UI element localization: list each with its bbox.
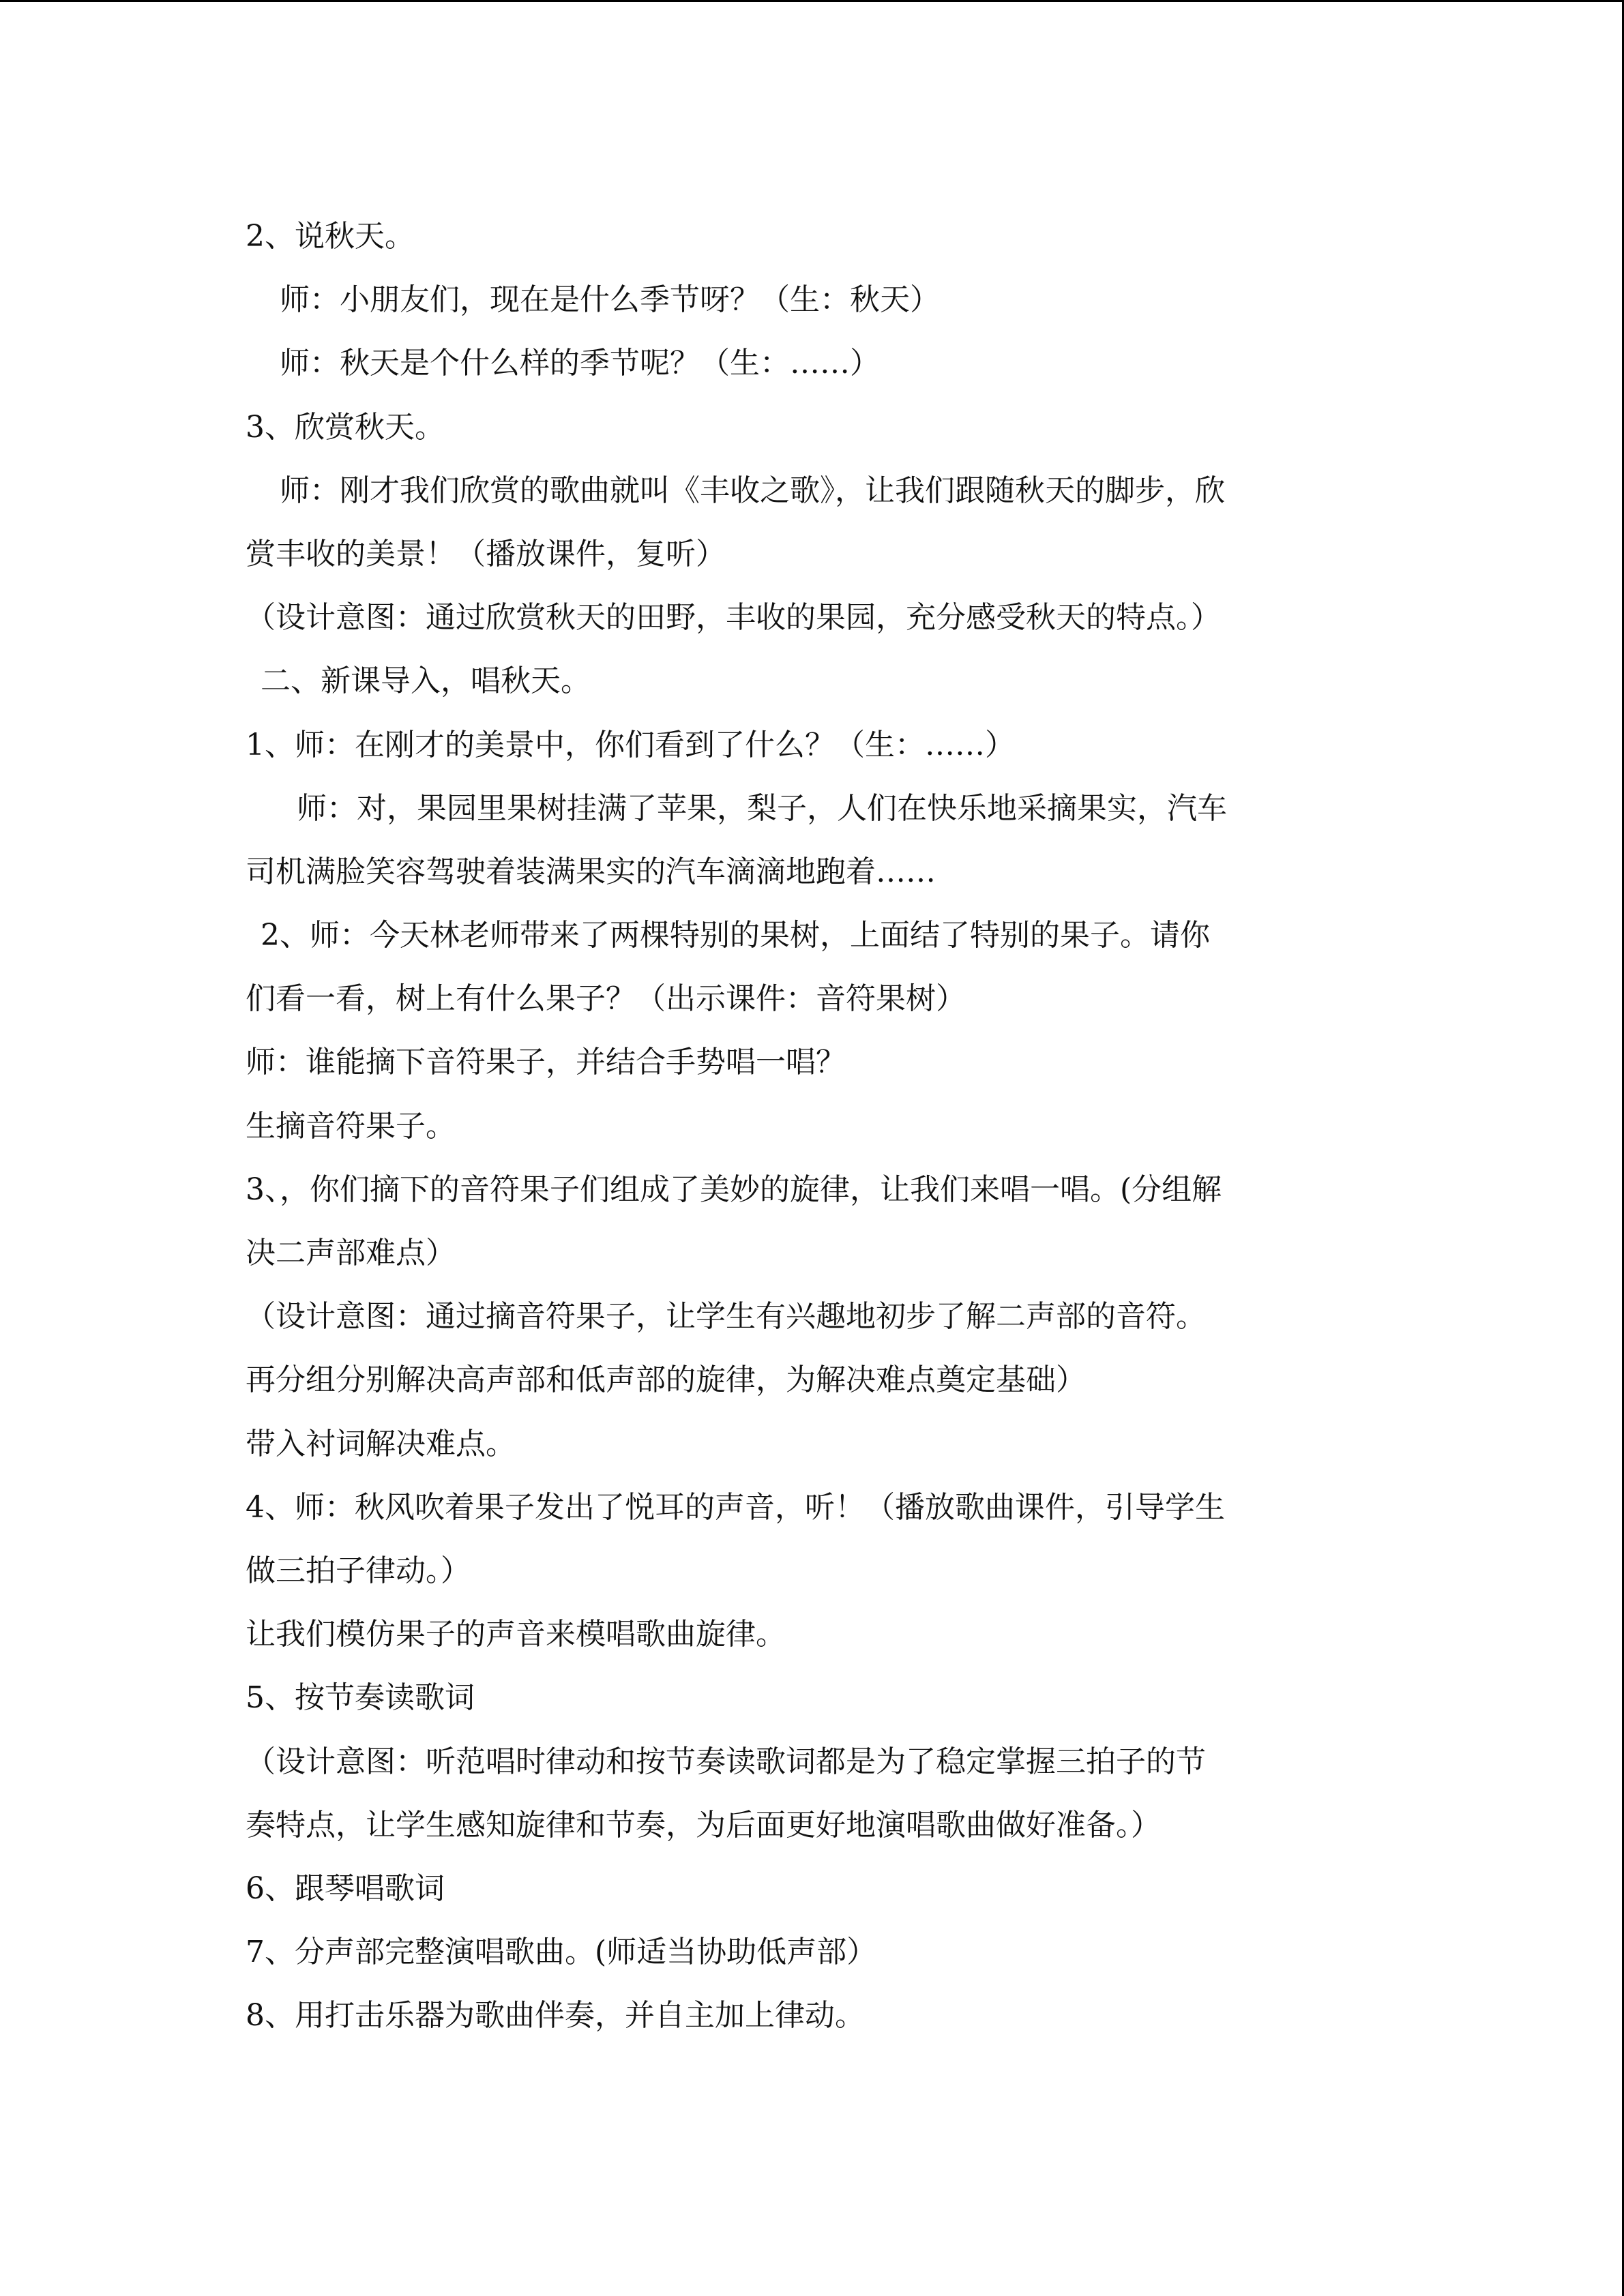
- section-heading: 6、跟琴唱歌词: [246, 1870, 445, 1906]
- section-heading: 8、用打击乐器为歌曲伴奏，并自主加上律动。: [246, 1998, 865, 2033]
- design-intent-note: （设计意图：通过摘音符果子，让学生有兴趣地初步了解二声部的音符。: [246, 1299, 1206, 1335]
- dialogue-line: 师：小朋友们，现在是什么季节呀？（生：秋天）: [280, 282, 940, 318]
- dialogue-line: 师：谁能摘下音符果子，并结合手势唱一唱？: [246, 1045, 846, 1080]
- section-heading: 2、说秋天。: [246, 219, 415, 254]
- design-intent-note: （设计意图：通过欣赏秋天的田野，丰收的果园，充分感受秋天的特点。）: [246, 600, 1221, 636]
- dialogue-line: 2、师：今天林老师带来了两棵特别的果树，上面结了特别的果子。请你: [261, 918, 1210, 953]
- page-border-top: [0, 0, 1624, 2]
- dialogue-line: 1、师：在刚才的美景中，你们看到了什么？（生：……）: [246, 727, 1015, 762]
- section-heading: 5、按节奏读歌词: [246, 1680, 475, 1716]
- paragraph-line: 生摘音符果子。: [246, 1108, 456, 1144]
- design-intent-note: （设计意图：听范唱时律动和按节奏读歌词都是为了稳定掌握三拍子的节: [246, 1744, 1206, 1779]
- dialogue-line: 师：秋天是个什么样的季节呢？（生：……）: [280, 346, 880, 381]
- section-heading: 7、分声部完整演唱歌曲。(师适当协助低声部）: [246, 1935, 877, 1970]
- paragraph-line: 再分组分别解决高声部和低声部的旋律，为解决难点奠定基础）: [246, 1362, 1086, 1398]
- dialogue-line: 师：对，果园里果树挂满了苹果，梨子，人们在快乐地采摘果实，汽车: [297, 790, 1227, 826]
- paragraph-line: 们看一看，树上有什么果子？（出示课件：音符果树）: [246, 981, 966, 1017]
- paragraph-line: 决二声部难点）: [246, 1236, 456, 1270]
- section-heading: 二、新课导入，唱秋天。: [261, 664, 591, 699]
- paragraph-line: 带入衬词解决难点。: [246, 1426, 516, 1461]
- dialogue-line: 师：刚才我们欣赏的歌曲就叫《丰收之歌》，让我们跟随秋天的脚步，欣: [280, 473, 1225, 508]
- paragraph-line: 做三拍子律动。）: [246, 1553, 471, 1588]
- dialogue-line: 4、师：秋风吹着果子发出了悦耳的声音，听！（播放歌曲课件，引导学生: [246, 1489, 1225, 1525]
- paragraph-line: 奏特点，让学生感知旋律和节奏，为后面更好地演唱歌曲做好准备。）: [246, 1807, 1161, 1843]
- paragraph-line: 让我们模仿果子的声音来模唱歌曲旋律。: [246, 1617, 786, 1652]
- section-heading: 3、欣赏秋天。: [246, 409, 445, 445]
- paragraph-line: 赏丰收的美景！（播放课件，复听）: [246, 536, 726, 571]
- document-body: [246, 205, 1316, 2047]
- dialogue-line: 3、，你们摘下的音符果子们组成了美妙的旋律，让我们来唱一唱。(分组解: [246, 1172, 1222, 1207]
- paragraph-line: 司机满脸笑容驾驶着装满果实的汽车滴滴地跑着……: [246, 854, 936, 889]
